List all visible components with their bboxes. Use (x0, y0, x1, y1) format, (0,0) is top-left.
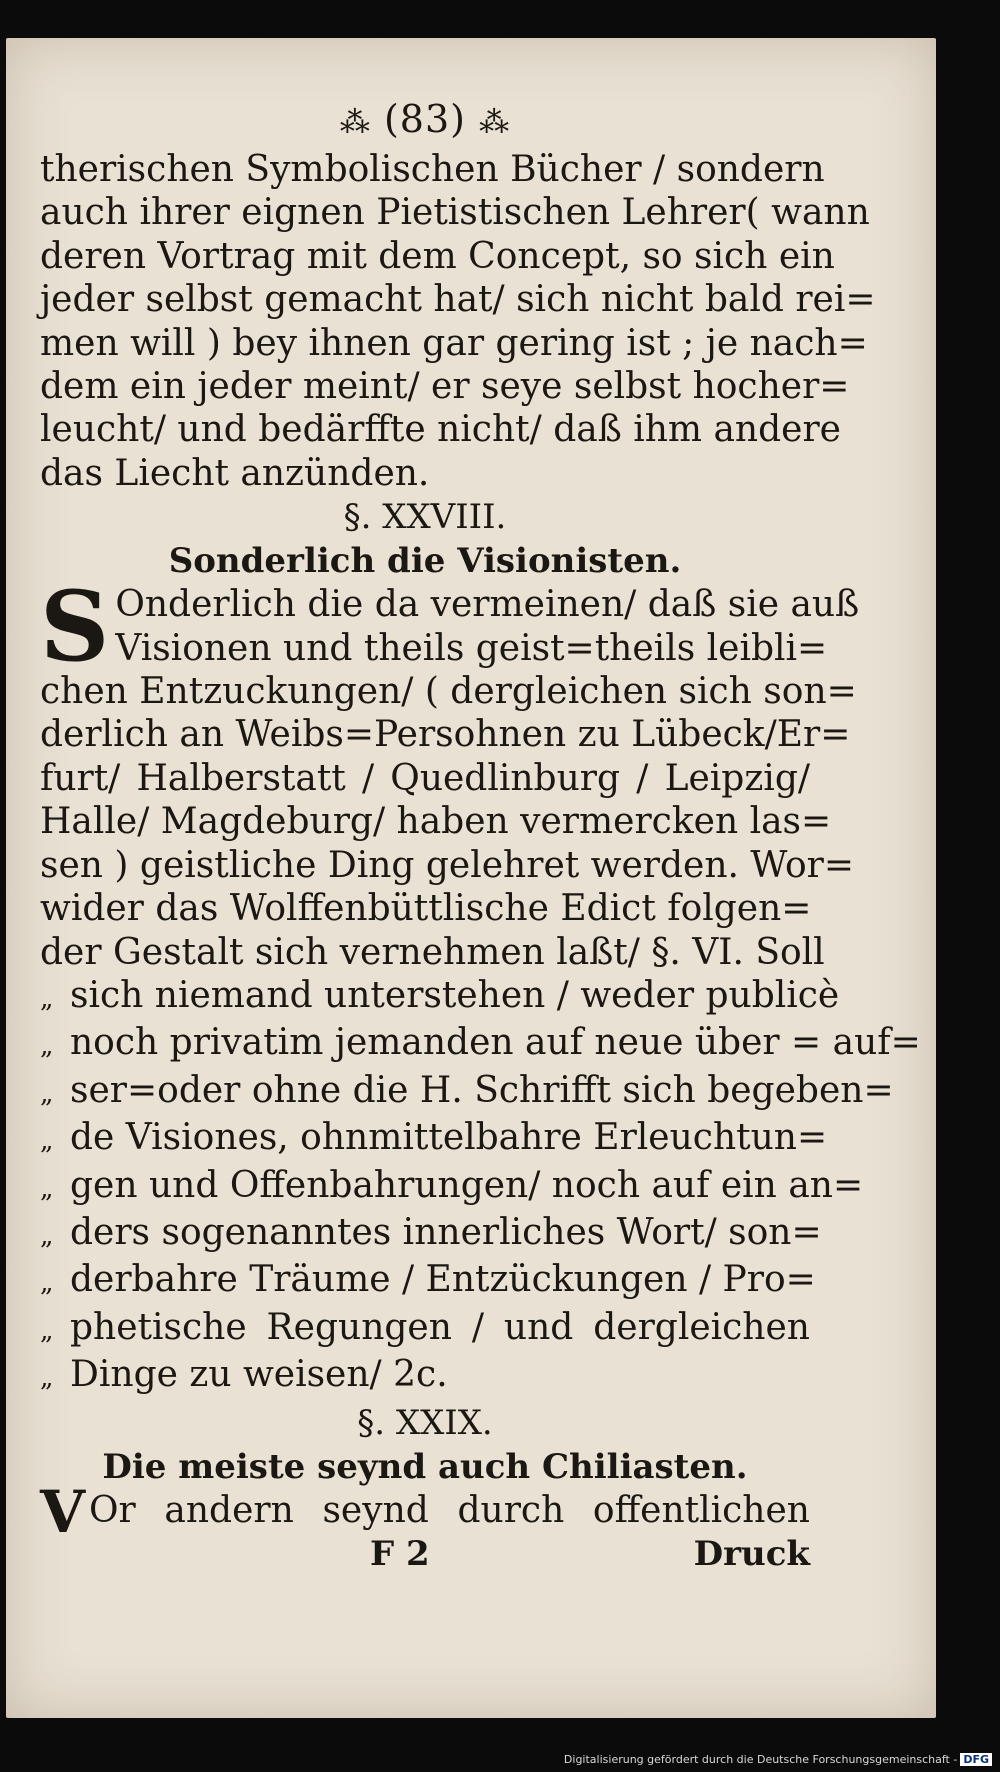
page-number: (83) (383, 97, 466, 141)
quote-mark: „ (40, 1315, 54, 1346)
quoted-text: sich niemand unterstehen / weder publicè (70, 974, 840, 1016)
signature-mark: F 2 (370, 1533, 430, 1574)
section-number: §. XXIX. (357, 1402, 493, 1443)
quoted-text: de Visiones, ohnmittelbahre Erleuchtun= (70, 1117, 828, 1159)
text-line (40, 1477, 810, 1546)
quoted-line (40, 1021, 921, 1068)
ornament-left: ⁂ (339, 105, 371, 140)
continuation-paragraph (40, 148, 876, 495)
text-line: derlich an Weibs=Persohnen zu Lübeck/Er= (40, 714, 851, 756)
drop-cap: V (40, 1477, 86, 1546)
quoted-text: noch privatim jemanden auf neue über = auf= (70, 1022, 921, 1064)
dfg-logo: DFG (960, 1753, 992, 1766)
catchword: Druck (693, 1533, 810, 1574)
section-paragraph (40, 1477, 810, 1546)
digitization-credit (564, 1753, 992, 1766)
quoted-line (40, 1116, 828, 1163)
page-footer (40, 1532, 810, 1576)
ornament-right: ⁂ (479, 105, 511, 140)
text-line: das Liecht anzünden. (40, 452, 430, 494)
text-line: wider das Wolffenbüttlische Edict folgen= (40, 888, 812, 930)
text-line: auch ihrer eignen Pietistischen Lehrer( wann (40, 192, 870, 234)
quoted-text: gen und Offenbahrungen/ noch auf ein an= (70, 1164, 864, 1206)
quoted-text: ser=oder ohne die H. Schrifft sich begeben= (70, 1069, 894, 1111)
credit-text: Digitalisierung gefördert durch die Deutsche Forschungsgemeinschaft - (563, 1753, 958, 1766)
section-heading: Die meiste seynd auch Chiliasten. (102, 1446, 748, 1487)
text-line: men will ) bey ihnen gar gering ist ; je nach= (40, 322, 868, 364)
quoted-text: derbahre Träume / Entzückungen / Pro= (70, 1259, 816, 1301)
text-line: Halle/ Magdeburg/ haben vermercken las= (40, 801, 832, 843)
quoted-line (40, 1258, 816, 1305)
text-line: therischen Symbolischen Bücher / sondern (40, 149, 825, 190)
quote-mark: „ (40, 1031, 54, 1062)
text-line: deren Vortrag mit dem Concept, so sich ein (40, 235, 835, 277)
quote-mark: „ (40, 1363, 54, 1394)
text-line: sen ) geistliche Ding gelehret werden. Wor= (40, 844, 855, 886)
quote-mark: „ (40, 983, 54, 1014)
text-line: der Gestalt sich vernehmen laßt/ §. VI. Soll (40, 931, 825, 973)
quoted-line (40, 1353, 810, 1400)
text-line: dem ein jeder meint/ er seye selbst hocher= (40, 366, 850, 408)
section-number: §. XXVIII. (343, 497, 507, 538)
quote-mark: „ (40, 1126, 54, 1157)
quoted-line (40, 1164, 864, 1211)
text-line: Onderlich die da vermeinen/ daß sie auß (115, 584, 860, 626)
quoted-text: Dinge zu weisen/ 2c. (70, 1354, 448, 1396)
text-line: Visionen und theils geist=theils leibli= (115, 627, 828, 669)
text-line: jeder selbst gemacht hat/ sich nicht bald rei= (40, 279, 876, 321)
quoted-text: ders sogenanntes innerliches Wort/ son= (70, 1211, 822, 1253)
drop-cap: S (40, 570, 110, 684)
section-heading: Sonderlich die Visionisten. (168, 541, 682, 582)
section-paragraph (40, 570, 921, 1400)
quoted-line (40, 1211, 822, 1258)
quoted-line (40, 1306, 810, 1353)
quoted-line (40, 974, 840, 1021)
text-line: furt/ Halberstatt / Quedlinburg / Leipzig/ (40, 757, 810, 799)
text-line: chen Entzuckungen/ ( dergleichen sich son= (40, 671, 857, 713)
text-line-content: Or andern seynd durch offentlichen (89, 1489, 810, 1531)
drop-cap-block (40, 570, 860, 684)
book-page (6, 38, 936, 1718)
quote-mark: „ (40, 1220, 54, 1251)
page-text-block (40, 96, 921, 1576)
quote-mark: „ (40, 1078, 54, 1109)
quoted-text: phetische Regungen / und dergleichen (70, 1306, 810, 1348)
quote-mark: „ (40, 1268, 54, 1299)
text-line: leucht/ und bedärffte nicht/ daß ihm andere (40, 409, 841, 451)
quote-mark: „ (40, 1173, 54, 1204)
quoted-line (40, 1069, 894, 1116)
running-header (40, 96, 810, 146)
